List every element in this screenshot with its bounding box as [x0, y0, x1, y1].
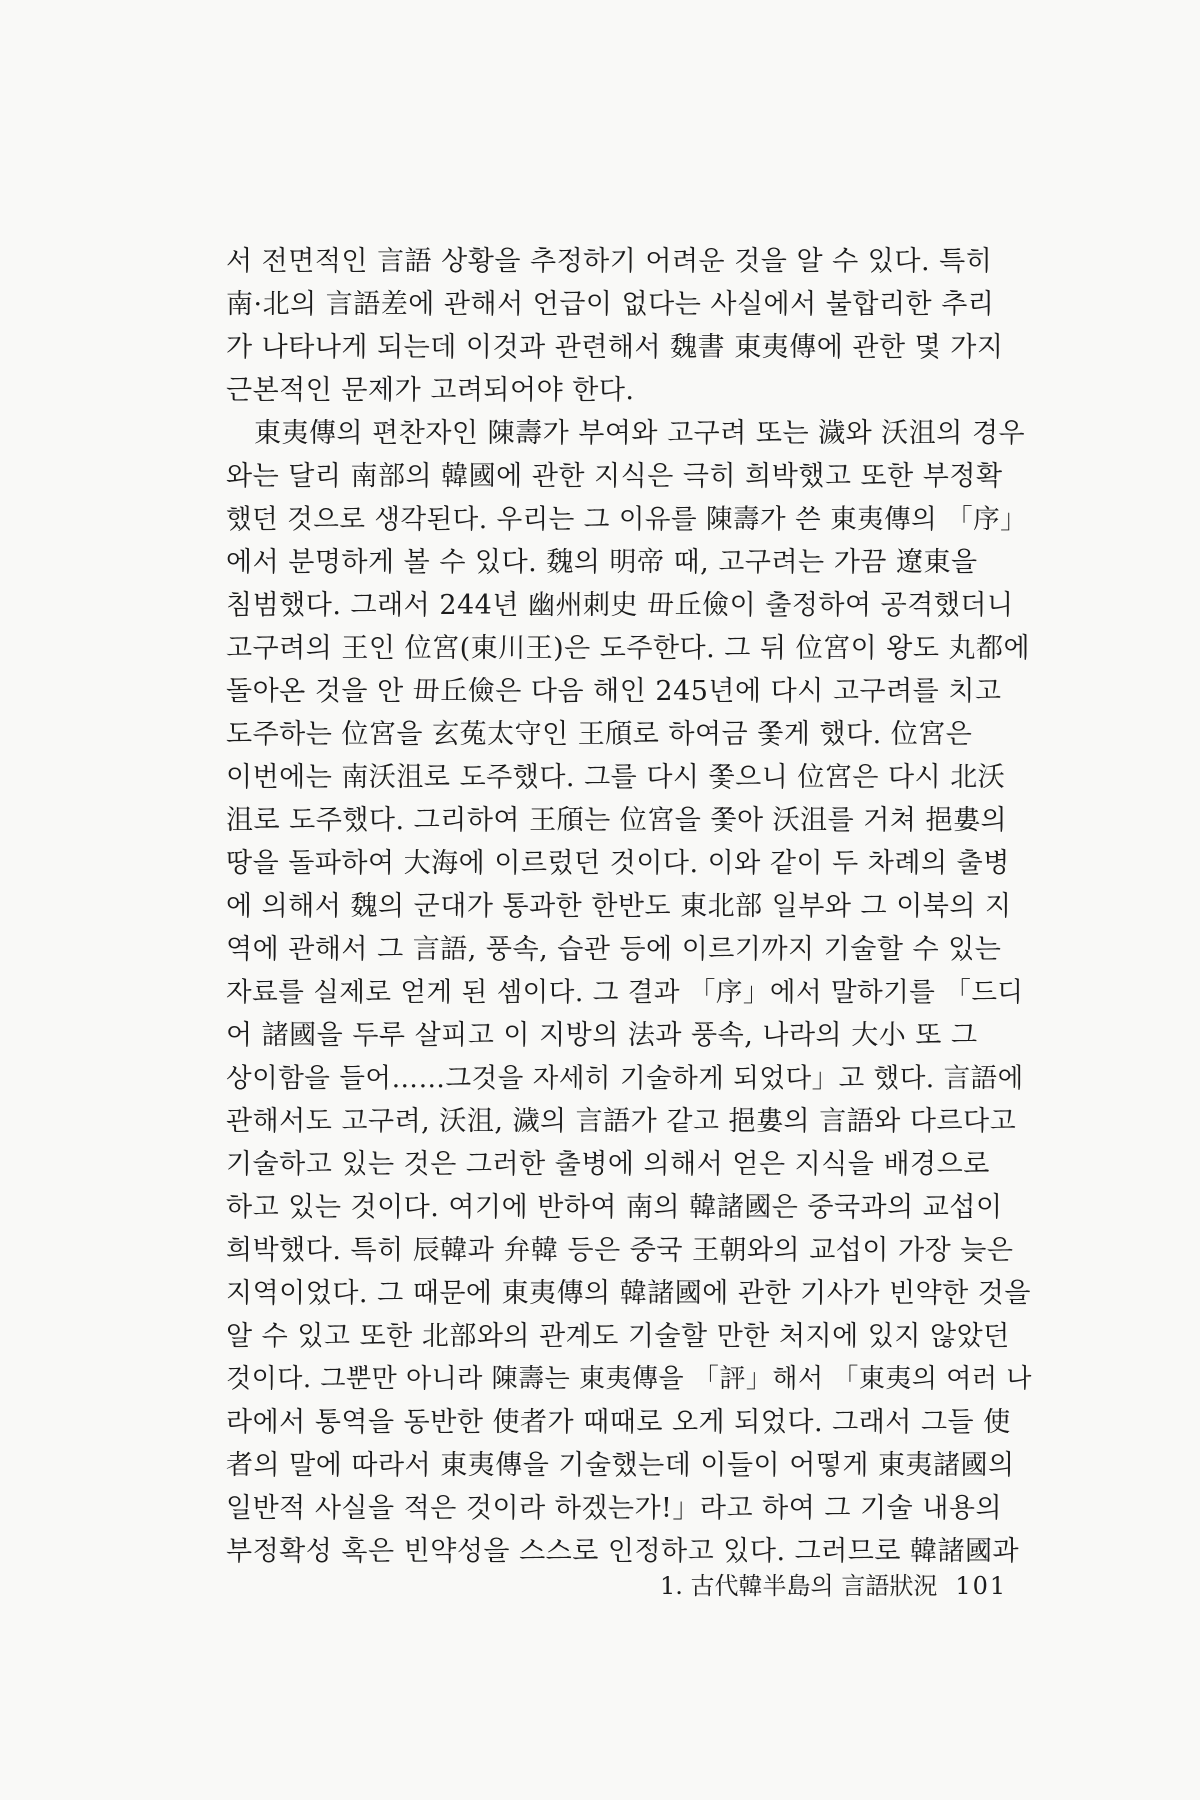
text-line: 알 수 있고 또한 北部와의 관계도 기술할 만한 처지에 있지 않았던: [226, 1321, 1010, 1352]
text-line: 일반적 사실을 적은 것이라 하겠는가!」라고 하여 그 기술 내용의: [226, 1493, 1003, 1524]
text-line: 하고 있는 것이다. 여기에 반하여 南의 韓諸國은 중국과의 교섭이: [226, 1192, 1003, 1223]
text-line: 서 전면적인 言語 상황을 추정하기 어려운 것을 알 수 있다. 특히: [226, 246, 993, 277]
text-line: 기술하고 있는 것은 그러한 출병에 의해서 얻은 지식을 배경으로: [226, 1149, 990, 1180]
running-footer: [660, 1566, 1040, 1601]
text-line: 어 諸國을 두루 살피고 이 지방의 法과 풍속, 나라의 大小 또 그: [226, 1020, 978, 1051]
text-line: 돌아온 것을 안 毌丘儉은 다음 해인 245년에 다시 고구려를 치고: [226, 676, 1002, 707]
text-line: 상이함을 들어……그것을 자세히 기술하게 되었다」고 했다. 言語에: [226, 1063, 1024, 1094]
text-line: 것이다. 그뿐만 아니라 陳壽는 東夷傳을 「評」해서 「東夷의 여러 나: [226, 1364, 1032, 1394]
page-number: 101: [955, 1572, 1008, 1600]
paragraph-first-line: 東夷傳의 편찬자인 陳壽가 부여와 고구려 또는 濊와 沃沮의 경우: [254, 418, 1026, 449]
text-line: 도주하는 位宮을 玄菟太守인 王頎로 하여금 쫓게 했다. 位宮은: [226, 719, 973, 750]
body-text: [226, 240, 1036, 1573]
section-title: 1. 古代韓半島의 言語狀況: [660, 1572, 938, 1600]
text-line: 부정확성 혹은 빈약성을 스스로 인정하고 있다. 그러므로 韓諸國과: [226, 1536, 1020, 1567]
text-line: 沮로 도주했다. 그리하여 王頎는 位宮을 쫓아 沃沮를 거쳐 挹婁의: [226, 805, 1008, 836]
text-line: 라에서 통역을 동반한 使者가 때때로 오게 되었다. 그래서 그들 使: [226, 1407, 1011, 1438]
text-line: 자료를 실제로 얻게 된 셈이다. 그 결과 「序」에서 말하기를 「드디: [226, 977, 1024, 1008]
text-line: 근본적인 문제가 고려되어야 한다.: [226, 375, 635, 406]
text-line: 역에 관해서 그 言語, 풍속, 습관 등에 이르기까지 기술할 수 있는: [226, 934, 1002, 965]
text-line: 가 나타나게 되는데 이것과 관련해서 魏書 東夷傳에 관한 몇 가지: [226, 332, 1004, 363]
text-line: 이번에는 南沃沮로 도주했다. 그를 다시 쫓으니 位宮은 다시 北沃: [226, 762, 1006, 793]
text-line: 와는 달리 南部의 韓國에 관한 지식은 극히 희박했고 또한 부정확: [226, 461, 1003, 492]
text-line: 에서 분명하게 볼 수 있다. 魏의 明帝 때, 고구려는 가끔 遼東을: [226, 547, 978, 578]
text-line: 에 의해서 魏의 군대가 통과한 한반도 東北部 일부와 그 이북의 지: [226, 891, 1012, 922]
text-line: 고구려의 王인 位宮(東川王)은 도주한다. 그 뒤 位宮이 왕도 丸都에: [226, 633, 1031, 664]
text-line: 침범했다. 그래서 244년 幽州刺史 毌丘儉이 출정하여 공격했더니: [226, 590, 1014, 621]
text-line: 희박했다. 특히 辰韓과 弁韓 등은 중국 王朝와의 교섭이 가장 늦은: [226, 1235, 1014, 1266]
text-line: 지역이었다. 그 때문에 東夷傳의 韓諸國에 관한 기사가 빈약한 것을: [226, 1278, 1031, 1309]
text-line: 南·北의 言語差에 관해서 언급이 없다는 사실에서 불합리한 추리: [226, 289, 995, 320]
text-line: 했던 것으로 생각된다. 우리는 그 이유를 陳壽가 쓴 東夷傳의 「序」: [226, 504, 1028, 535]
text-line: 者의 말에 따라서 東夷傳을 기술했는데 이들이 어떻게 東夷諸國의: [226, 1450, 1015, 1481]
text-line: 관해서도 고구려, 沃沮, 濊의 言語가 같고 挹婁의 言語와 다르다고: [226, 1106, 1017, 1137]
text-line: 땅을 돌파하여 大海에 이르렀던 것이다. 이와 같이 두 차례의 출병: [226, 848, 1010, 879]
